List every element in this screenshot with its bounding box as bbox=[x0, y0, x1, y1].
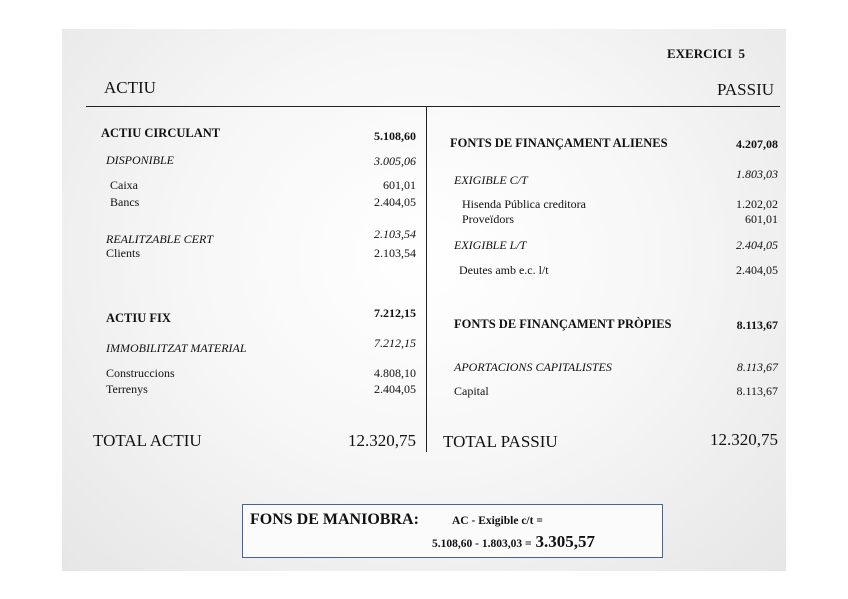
fonts-alienes-value: 4.207,08 bbox=[736, 137, 778, 151]
actiu-title: ACTIU bbox=[104, 78, 156, 97]
fons-calc-text: 5.108,60 - 1.803,03 = bbox=[432, 538, 532, 550]
exercici-label bbox=[667, 46, 745, 62]
actiu-circulant-label: ACTIU CIRCULANT bbox=[101, 126, 221, 140]
proveidors-value: 601,01 bbox=[745, 212, 778, 226]
disponible-label: DISPONIBLE bbox=[106, 153, 174, 167]
fons-maniobra-title: FONS DE MANIOBRA: bbox=[250, 511, 419, 528]
total-passiu-label: TOTAL PASSIU bbox=[443, 432, 558, 451]
fons-result: 3.305,57 bbox=[535, 532, 596, 551]
aportacions-label: APORTACIONS CAPITALISTES bbox=[454, 360, 612, 374]
construccions-value: 4.808,10 bbox=[374, 366, 416, 380]
exigible-ct-label: EXIGIBLE C/T bbox=[454, 173, 528, 187]
realitzable-value: 2.103,54 bbox=[374, 227, 416, 241]
exigible-lt-value: 2.404,05 bbox=[736, 238, 778, 252]
caixa-value: 601,01 bbox=[383, 178, 416, 192]
aportacions-value: 8.113,67 bbox=[736, 360, 778, 374]
total-actiu-label: TOTAL ACTIU bbox=[93, 431, 202, 450]
clients-label: Clients bbox=[106, 246, 141, 260]
immobilitzat-value: 7.212,15 bbox=[374, 336, 416, 350]
fonts-alienes-label: FONTS DE FINANÇAMENT ALIENES bbox=[450, 136, 668, 150]
terrenys-label: Terrenys bbox=[106, 382, 148, 396]
construccions-label: Construccions bbox=[106, 366, 175, 380]
hisenda-value: 1.202,02 bbox=[736, 197, 778, 211]
exercici-text: EXERCICI bbox=[667, 46, 733, 61]
exercici-number: 5 bbox=[738, 46, 746, 61]
fonts-propies-label: FONTS DE FINANÇAMENT PRÒPIES bbox=[454, 317, 672, 331]
header-divider bbox=[86, 106, 780, 107]
caixa-label: Caixa bbox=[110, 178, 138, 192]
disponible-value: 3.005,06 bbox=[374, 154, 416, 168]
total-actiu-value: 12.320,75 bbox=[348, 431, 416, 450]
total-passiu-value: 12.320,75 bbox=[710, 430, 778, 449]
fonts-propies-value: 8.113,67 bbox=[736, 318, 778, 332]
exigible-lt-label: EXIGIBLE L/T bbox=[454, 238, 527, 252]
bancs-value: 2.404,05 bbox=[374, 195, 416, 209]
terrenys-value: 2.404,05 bbox=[374, 382, 416, 396]
exigible-ct-value: 1.803,03 bbox=[736, 167, 778, 181]
bancs-label: Bancs bbox=[110, 195, 140, 209]
hisenda-label: Hisenda Pública creditora bbox=[462, 197, 586, 211]
column-divider bbox=[426, 106, 427, 452]
actiu-circulant-value: 5.108,60 bbox=[374, 129, 416, 143]
fons-maniobra-formula: AC - Exigible c/t = bbox=[452, 515, 543, 527]
deutes-label: Deutes amb e.c. l/t bbox=[459, 263, 549, 277]
actiu-fix-value: 7.212,15 bbox=[374, 306, 416, 320]
actiu-fix-label: ACTIU FIX bbox=[106, 311, 171, 325]
capital-label: Capital bbox=[454, 384, 489, 398]
slide-background bbox=[62, 29, 786, 571]
realitzable-label: REALITZABLE CERT bbox=[106, 232, 214, 246]
passiu-title: PASSIU bbox=[717, 80, 775, 99]
immobilitzat-label: IMMOBILITZAT MATERIAL bbox=[106, 341, 247, 355]
proveidors-label: Proveïdors bbox=[462, 212, 514, 226]
fons-maniobra-calc bbox=[432, 532, 595, 552]
deutes-value: 2.404,05 bbox=[736, 263, 778, 277]
clients-value: 2.103,54 bbox=[374, 246, 416, 260]
capital-value: 8.113,67 bbox=[736, 384, 778, 398]
